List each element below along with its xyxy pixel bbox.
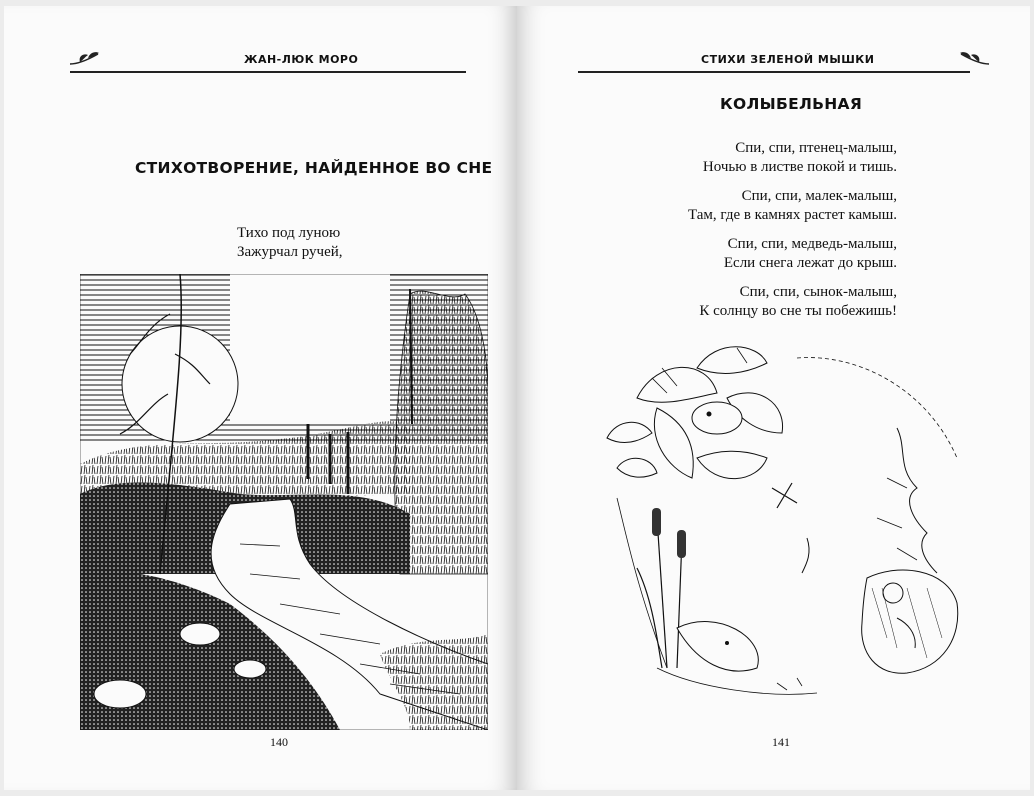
poem-title: КОЛЫБЕЛЬНАЯ bbox=[720, 95, 863, 113]
poem-stanza-4 bbox=[667, 283, 897, 321]
poem-line: Зажурчал ручей, bbox=[237, 244, 343, 260]
running-head: СТИХИ ЗЕЛЕНОЙ МЫШКИ bbox=[701, 53, 875, 66]
poem-line: Спи, спи, птенец-малыш, bbox=[735, 140, 897, 156]
left-page bbox=[4, 6, 517, 790]
poem-line: Тихо под луною bbox=[237, 225, 341, 241]
leaf-ornament-icon bbox=[68, 48, 102, 68]
poem-line: К солнцу во сне ты побежишь! bbox=[699, 303, 897, 319]
header-rule bbox=[70, 71, 466, 73]
page-number: 140 bbox=[270, 735, 288, 749]
poem-stanza-1 bbox=[237, 224, 343, 262]
circular-illustration bbox=[597, 338, 962, 708]
poem-line: Спи, спи, сынок-малыш, bbox=[739, 284, 897, 300]
poem-stanza-3 bbox=[667, 235, 897, 273]
leaf-ornament-icon bbox=[957, 48, 991, 68]
right-page bbox=[517, 6, 1030, 790]
landscape-illustration bbox=[80, 274, 488, 730]
poem-stanza-2 bbox=[667, 187, 897, 225]
poem-line: Если снега лежат до крыш. bbox=[723, 255, 897, 271]
page-number: 141 bbox=[772, 735, 790, 749]
poem-stanza-1 bbox=[667, 139, 897, 177]
poem-title: СТИХОТВОРЕНИЕ, НАЙДЕННОЕ ВО СНЕ bbox=[135, 159, 493, 177]
poem-line: Спи, спи, медведь-малыш, bbox=[727, 236, 897, 252]
header-rule bbox=[578, 71, 970, 73]
poem-line: Ночью в листве покой и тишь. bbox=[702, 159, 897, 175]
poem-line: Спи, спи, малек-малыш, bbox=[741, 188, 897, 204]
poem-line: Там, где в камнях растет камыш. bbox=[687, 207, 897, 223]
running-head: ЖАН-ЛЮК МОРО bbox=[244, 53, 359, 66]
